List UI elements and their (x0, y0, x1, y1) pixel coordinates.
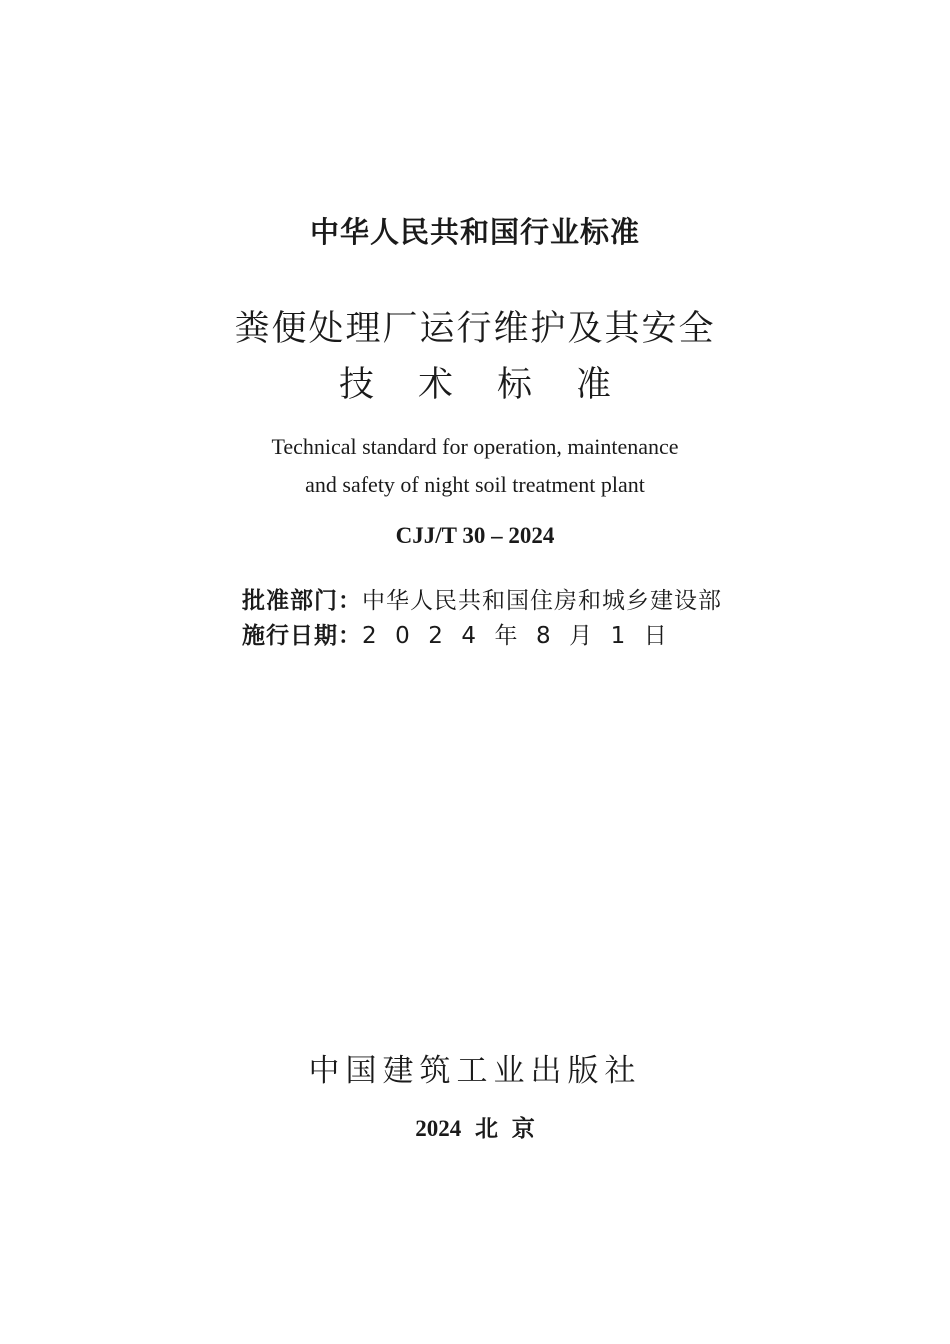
approval-label: 批准部门： (242, 588, 362, 614)
standard-series-title: 中华人民共和国行业标准 (309, 215, 640, 249)
publication-year-place: 2024 北 京 (415, 1116, 535, 1141)
english-title-line-1: Technical standard for operation, maintenance (271, 434, 679, 459)
publisher-name: 中国建筑工业出版社 (308, 1053, 642, 1089)
standard-code: CJJ/T 30 – 2024 (395, 523, 555, 548)
english-title-line-2: and safety of night soil treatment plant (305, 472, 645, 497)
chinese-title-line-2: 技术标准 (338, 365, 655, 405)
approval-department (242, 585, 722, 617)
effective-label: 施行日期： (242, 623, 362, 649)
effective-value: 2024年8月1日 (362, 623, 686, 649)
effective-date (242, 620, 685, 652)
chinese-title-line-1: 粪便处理厂运行维护及其安全 (234, 309, 716, 349)
approval-value: 中华人民共和国住房和城乡建设部 (362, 588, 722, 614)
